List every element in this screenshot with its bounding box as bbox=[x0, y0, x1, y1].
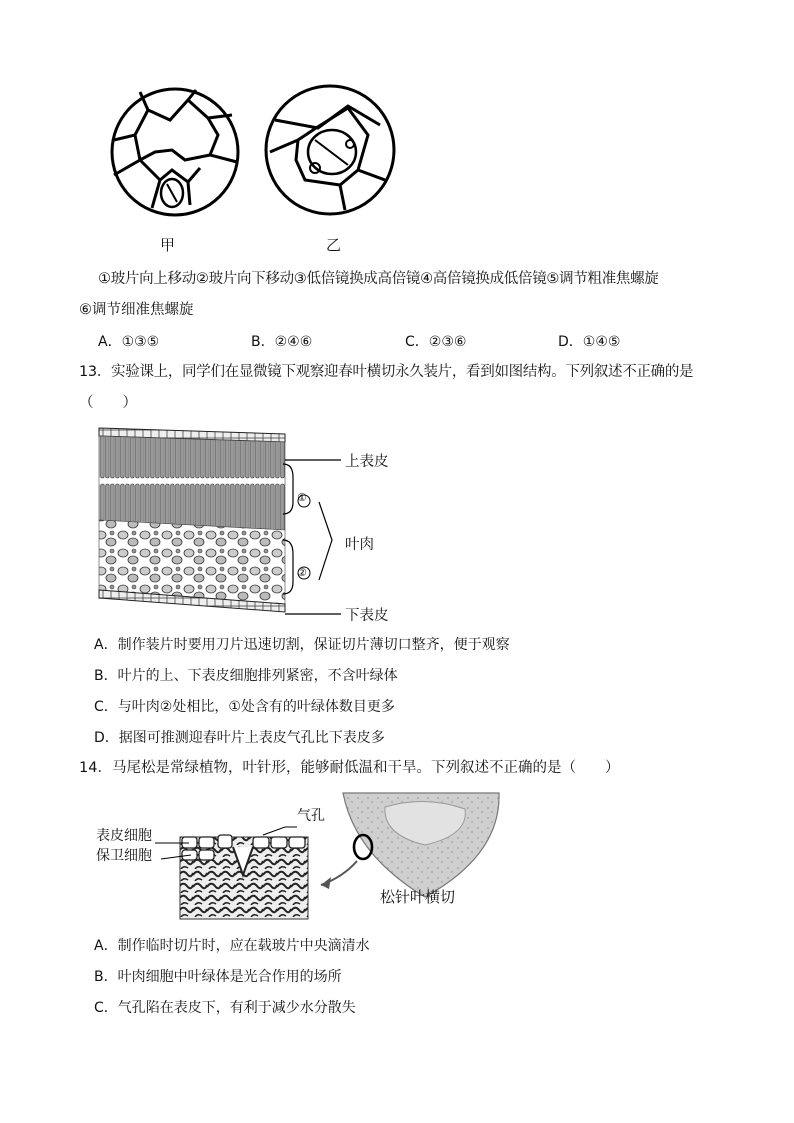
label-yi: 乙 bbox=[326, 236, 342, 254]
q14-option-c[interactable] bbox=[94, 997, 356, 1017]
option-text: 叶片的上、下表皮细胞排列紧密，不含叶绿体 bbox=[117, 668, 398, 684]
option-letter: D． bbox=[94, 730, 119, 746]
option-letter: C． bbox=[94, 1000, 118, 1016]
q13-stem-line1: 13．实验课上，同学们在显微镜下观察迎春叶横切永久装片，看到如图结构。下列叙述不正确的是 bbox=[79, 364, 694, 380]
option-text: 据图可推测迎春叶片上表皮气孔比下表皮多 bbox=[118, 730, 385, 746]
q14-stem: 14．马尾松是常绿植物，叶针形，能够耐低温和干旱。下列叙述不正确的是（ ） bbox=[79, 760, 620, 776]
option-text: 制作装片时要用刀片迅速切割，保证切片薄切口整齐，便于观察 bbox=[117, 637, 510, 653]
label-upper-epidermis: 上表皮 bbox=[345, 454, 389, 470]
option-letter: B． bbox=[251, 334, 275, 350]
option-letter: C． bbox=[94, 699, 118, 715]
option-text: ②③⑥ bbox=[428, 334, 467, 350]
label-stomata: 气孔 bbox=[297, 808, 325, 824]
option-text: ①④⑤ bbox=[582, 334, 621, 350]
label-lower-epidermis: 下表皮 bbox=[345, 608, 389, 624]
option-letter: B． bbox=[94, 668, 118, 684]
option-letter: A． bbox=[94, 637, 118, 653]
label-mesophyll: 叶肉 bbox=[345, 537, 374, 553]
q12-steps-line1: ①玻片向上移动②玻片向下移动③低倍镜换成高倍镜④高倍镜换成低倍镜⑤调节粗准焦螺旋 bbox=[98, 271, 659, 287]
q13-option-d[interactable] bbox=[94, 727, 385, 747]
option-text: 制作临时切片时，应在载玻片中央滴清水 bbox=[117, 938, 370, 954]
option-letter: C． bbox=[405, 334, 429, 350]
q12-option-a[interactable] bbox=[98, 331, 159, 351]
option-letter: A． bbox=[98, 334, 122, 350]
view-yi bbox=[266, 86, 394, 214]
option-text: ②④⑥ bbox=[274, 334, 313, 350]
q14-option-a[interactable] bbox=[94, 935, 370, 955]
marker-1: ① bbox=[297, 491, 307, 504]
q14-option-b[interactable] bbox=[94, 966, 342, 986]
microscope-views-figure bbox=[100, 80, 400, 260]
option-text: 叶肉细胞中叶绿体是光合作用的场所 bbox=[117, 969, 342, 985]
label-guard-cell: 保卫细胞 bbox=[96, 848, 152, 864]
q13-stem-line2: （ ） bbox=[79, 395, 137, 411]
q13-option-c[interactable] bbox=[94, 696, 395, 716]
label-jia: 甲 bbox=[160, 236, 176, 254]
q12-steps-line2: ⑥调节细准焦螺旋 bbox=[79, 302, 194, 318]
q13-option-a[interactable] bbox=[94, 634, 510, 654]
q12-option-b[interactable] bbox=[251, 331, 312, 351]
label-epidermal-cell: 表皮细胞 bbox=[96, 828, 152, 844]
option-text: 与叶肉②处相比，①处含有的叶绿体数目更多 bbox=[117, 699, 395, 715]
q12-option-c[interactable] bbox=[405, 331, 466, 351]
label-cross-section: 松针叶横切 bbox=[380, 888, 456, 906]
q13-option-b[interactable] bbox=[94, 665, 398, 685]
option-letter: A． bbox=[94, 938, 118, 954]
option-letter: B． bbox=[94, 969, 118, 985]
q12-option-d[interactable] bbox=[558, 331, 620, 351]
option-text: 气孔陷在表皮下，有利于减少水分散失 bbox=[117, 1000, 356, 1016]
option-text: ①③⑤ bbox=[121, 334, 160, 350]
view-jia bbox=[112, 89, 238, 215]
marker-2: ② bbox=[297, 566, 307, 579]
option-letter: D． bbox=[558, 334, 583, 350]
